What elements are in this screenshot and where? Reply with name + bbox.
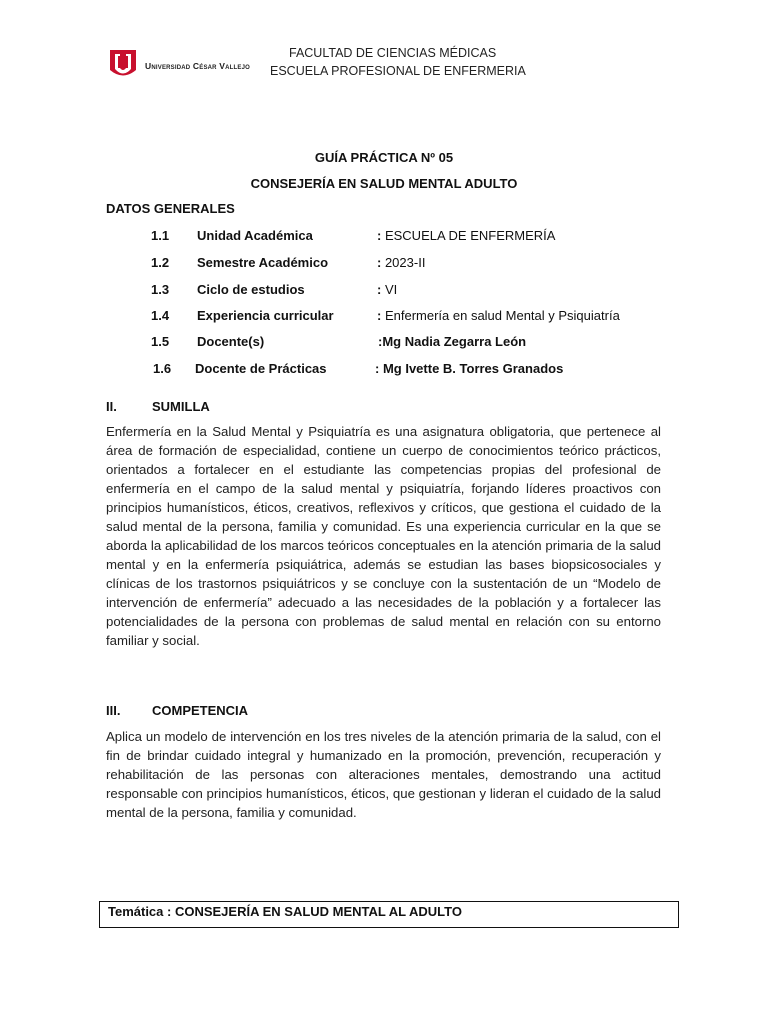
row-number: 1.6: [153, 361, 172, 376]
university-logo: [108, 48, 138, 82]
tematica-label: Temática : CONSEJERÍA EN SALUD MENTAL AL ADULTO: [108, 904, 462, 919]
row-colon: :: [377, 255, 382, 270]
row-label: Ciclo de estudios: [197, 282, 305, 297]
row-value: [378, 334, 526, 349]
competencia-numeral: III.: [106, 703, 121, 718]
sumilla-numeral: II.: [106, 399, 117, 414]
sumilla-paragraph: Enfermería en la Salud Mental y Psiquiatría es una asignatura obligatoria, que pertenece al área de formación de especialidad, contiene un cuerpo de conocimientos teórico prácticos, orientados a fortalecer en el estudiante las competencias propias del profesional de enfermería en el campo de la salud mental y psiquiatría, forjando líderes proactivos con principios humanísticos, éticos, creativos, reflexivos y críticos, que gestiona el cuidado de la salud mental de la persona, familia y comunidad. Es una experiencia curricular en la que se aborda la aplicabilidad de los marcos teóricos conceptuales en la atención primaria de la salud mental y en la enfermería psiquiátrica, además se estudian las bases biopsicosociales y clínicas de los trastornos psiquiátricos y se concluye con la sustentación de un “Modelo de intervención de enfermería” adecuado a las necesidades de la población y a fortalecer las potencialidades de la persona con problemas de salud mental en relación con su entorno familiar y social.: [106, 424, 661, 648]
row-value-text: Mg Ivette B. Torres Granados: [379, 361, 564, 376]
row-number: 1.2: [151, 255, 170, 270]
competencia-paragraph: Aplica un modelo de intervención en los tres niveles de la atención primaria de la salud, con el fin de brindar cuidado integral y humanizado en la promoción, prevención, recuperación y rehabilitación de las personas con alteraciones mentales, demostrando una actitud responsable con principios humanísticos, éticos, que gestionan y lideran el cuidado de la salud mental de la persona, familia y comunidad.: [106, 729, 661, 820]
row-colon: :: [375, 361, 380, 376]
row-number: 1.5: [151, 334, 170, 349]
row-label: Docente de Prácticas: [195, 361, 327, 376]
row-value: [377, 255, 425, 270]
sumilla-heading: SUMILLA: [152, 399, 210, 414]
row-number: 1.4: [151, 308, 170, 323]
datos-generales-heading: DATOS GENERALES: [106, 201, 235, 216]
row-value: [377, 282, 397, 297]
row-label: Unidad Académica: [197, 228, 313, 243]
school-name: ESCUELA PROFESIONAL DE ENFERMERIA: [270, 64, 526, 78]
tematica-box: [99, 901, 679, 928]
row-value-text: 2023-II: [381, 255, 426, 270]
row-value: [377, 308, 620, 323]
faculty-name: FACULTAD DE CIENCIAS MÉDICAS: [289, 46, 497, 60]
row-label: Docente(s): [197, 334, 265, 349]
row-value-text: ESCUELA DE ENFERMERÍA: [381, 228, 556, 243]
row-number: 1.1: [151, 228, 170, 243]
row-value: [377, 228, 555, 243]
competencia-heading: COMPETENCIA: [152, 703, 249, 718]
row-colon: :: [377, 228, 382, 243]
row-label: Experiencia curricular: [197, 308, 334, 323]
row-value-text: VI: [381, 282, 398, 297]
row-number: 1.3: [151, 282, 170, 297]
row-colon: :: [378, 334, 383, 349]
document-subtitle: CONSEJERÍA EN SALUD MENTAL ADULTO: [250, 176, 518, 191]
row-colon: :: [377, 282, 382, 297]
university-name: Universidad César Vallejo: [145, 61, 251, 71]
row-colon: :: [377, 308, 382, 323]
row-value: [375, 361, 563, 376]
row-value-text: Mg Nadia Zegarra León: [382, 334, 527, 349]
row-label: Semestre Académico: [197, 255, 329, 270]
row-value-text: Enfermería en salud Mental y Psiquiatría: [381, 308, 620, 323]
document-title: GUÍA PRÁCTICA Nº 05: [314, 150, 454, 165]
